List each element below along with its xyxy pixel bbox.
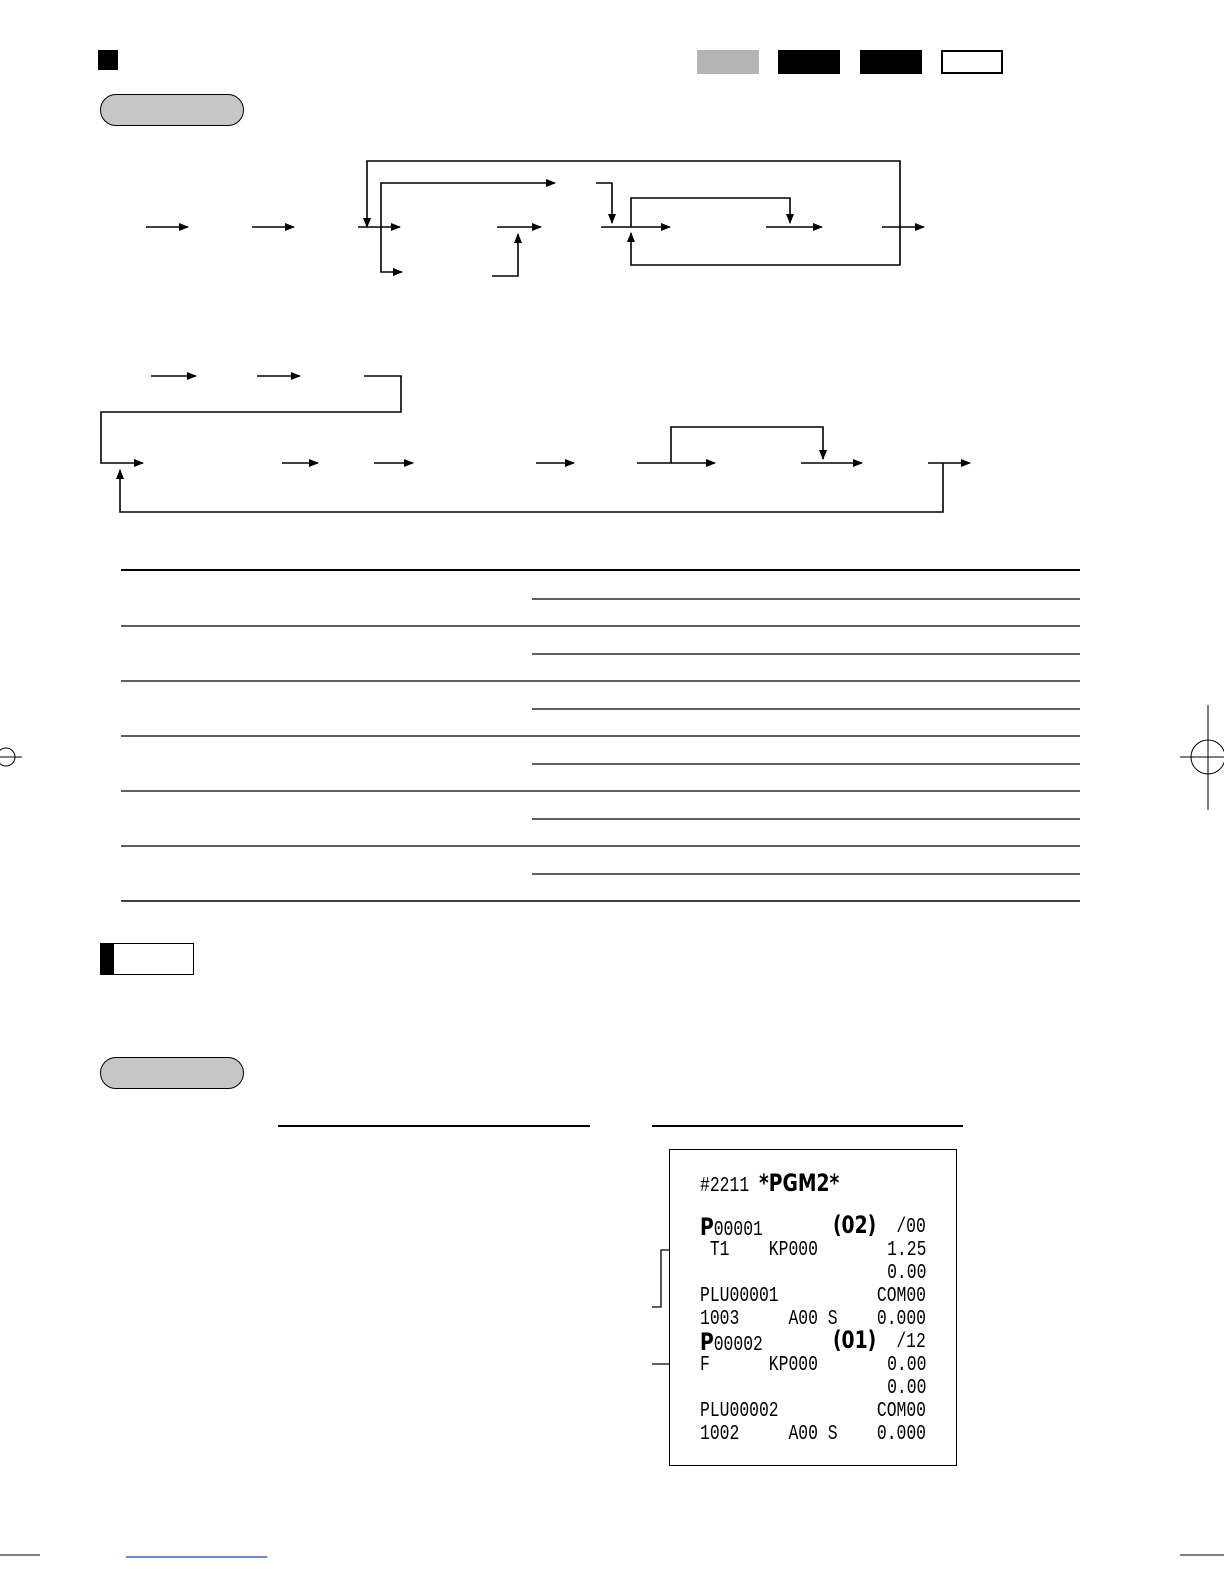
receipt-header — [700, 1169, 840, 1198]
flow-branch-down — [381, 227, 402, 272]
flow-join-down — [596, 183, 612, 223]
flow-skip — [671, 427, 823, 463]
receipt-row-left: PLU00001 — [700, 1285, 779, 1308]
sample-print-receipt — [669, 1149, 957, 1466]
receipt-row-left: 1002 A00 S — [700, 1423, 838, 1446]
receipt-consecutive-number: #2211 — [700, 1175, 750, 1198]
receipt-row-right: 0.00 — [886, 1262, 926, 1285]
receipt-row-right: 1.25 — [886, 1239, 926, 1262]
receipt-row-right: 0.00 — [886, 1354, 926, 1377]
receipt-row-right: 0.000 — [876, 1423, 926, 1446]
flow-continuation — [101, 376, 401, 463]
flow-branch-up — [381, 183, 555, 227]
receipt-row-right: /12 — [896, 1331, 926, 1354]
receipt-row-mid: (01) — [833, 1326, 877, 1354]
receipt-row-left: 1003 A00 S — [700, 1308, 838, 1331]
receipt-row-right: COM00 — [876, 1285, 926, 1308]
receipt-row-left: T1 KP000 — [700, 1239, 818, 1262]
receipt-row-left: P00002 — [700, 1328, 763, 1357]
flow-loop-outer — [367, 161, 900, 227]
flow-loop-inner — [631, 227, 900, 265]
flow-skip — [631, 198, 790, 227]
receipt-row-left: PLU00002 — [700, 1400, 779, 1423]
receipt-row-right: 0.00 — [886, 1377, 926, 1400]
crop-marks — [0, 705, 1224, 1555]
receipt-row-right: 0.000 — [876, 1308, 926, 1331]
settings-table — [121, 570, 1080, 901]
flow-loop-back — [120, 463, 943, 512]
receipt-row-mid: (02) — [833, 1211, 877, 1239]
receipt-program-tag: *PGM2* — [758, 1169, 840, 1197]
receipt-row-right: /00 — [896, 1216, 926, 1239]
receipt-row-right: COM00 — [876, 1400, 926, 1423]
receipt-row-left: F KP000 — [700, 1354, 818, 1377]
flow-join-up — [492, 234, 518, 276]
receipt-row-left: P00001 — [700, 1213, 763, 1242]
